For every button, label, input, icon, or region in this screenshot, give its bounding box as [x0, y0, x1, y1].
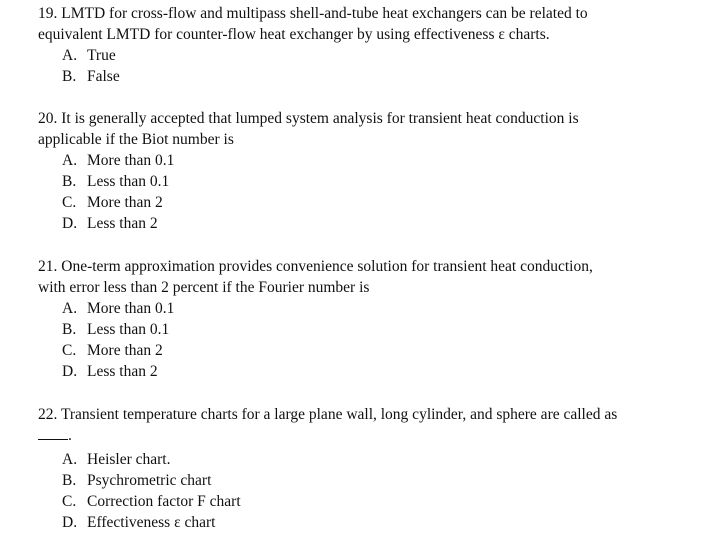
option-b[interactable]: [38, 470, 688, 491]
question-text-line-1: 21. One-term approximation provides convenience solution for transient heat conduction,: [38, 258, 593, 275]
question-text-line-1: 19. LMTD for cross-flow and multipass shell-and-tube heat exchangers can be related to: [38, 5, 588, 22]
option-label: Correction factor F chart: [87, 493, 241, 510]
option-a[interactable]: [38, 449, 688, 470]
option-letter: D.: [62, 363, 78, 380]
option-letter: C.: [62, 493, 77, 510]
option-a[interactable]: [38, 298, 688, 319]
option-label: Less than 2: [87, 363, 158, 380]
option-list: [38, 298, 688, 382]
option-label: Less than 2: [87, 215, 158, 232]
option-c[interactable]: [38, 340, 688, 361]
option-label: False: [87, 68, 120, 85]
option-list: [38, 45, 688, 87]
option-label: More than 0.1: [87, 152, 175, 169]
option-letter: A.: [62, 47, 78, 64]
option-letter: C.: [62, 342, 77, 359]
option-d[interactable]: [38, 361, 688, 382]
option-label: Effectiveness ε chart: [87, 514, 216, 531]
option-letter: B.: [62, 68, 77, 85]
option-d[interactable]: [38, 512, 688, 533]
option-label: More than 0.1: [87, 300, 175, 317]
option-letter: B.: [62, 472, 77, 489]
option-letter: D.: [62, 514, 78, 531]
option-label: Less than 0.1: [87, 321, 170, 338]
question-text-line-1: 22. Transient temperature charts for a large plane wall, long cylinder, and sphere are called as: [38, 406, 618, 423]
question-stem: [38, 404, 688, 425]
answer-blank-row: [38, 425, 688, 449]
question-text-line-1: 20. It is generally accepted that lumped system analysis for transient heat conduction is: [38, 110, 579, 127]
option-list: [38, 150, 688, 234]
option-b[interactable]: [38, 66, 688, 87]
blank-period: .: [68, 427, 72, 444]
option-label: More than 2: [87, 342, 163, 359]
question-stem: [38, 3, 688, 45]
option-letter: A.: [62, 152, 78, 169]
question-stem: [38, 256, 688, 298]
question-20: [38, 108, 688, 234]
option-label: More than 2: [87, 194, 163, 211]
option-list: [38, 449, 688, 533]
option-label: Psychrometric chart: [87, 472, 212, 489]
question-19: [38, 3, 688, 87]
option-letter: A.: [62, 451, 78, 468]
question-22: [38, 404, 688, 533]
answer-blank: [38, 425, 68, 440]
option-letter: B.: [62, 321, 77, 338]
option-c[interactable]: [38, 192, 688, 213]
option-label: Heisler chart.: [87, 451, 171, 468]
option-letter: D.: [62, 215, 78, 232]
question-21: [38, 256, 688, 382]
option-a[interactable]: [38, 150, 688, 171]
question-text-line-2: with error less than 2 percent if the Fourier number is: [38, 279, 370, 296]
question-text-line-2: equivalent LMTD for counter-flow heat exchanger by using effectiveness ε charts.: [38, 26, 550, 43]
option-b[interactable]: [38, 319, 688, 340]
option-label: Less than 0.1: [87, 173, 170, 190]
option-label: True: [87, 47, 116, 64]
option-letter: A.: [62, 300, 78, 317]
option-a[interactable]: [38, 45, 688, 66]
question-stem: [38, 108, 688, 150]
option-b[interactable]: [38, 171, 688, 192]
option-letter: C.: [62, 194, 77, 211]
option-d[interactable]: [38, 213, 688, 234]
option-letter: B.: [62, 173, 77, 190]
option-c[interactable]: [38, 491, 688, 512]
question-text-line-2: applicable if the Biot number is: [38, 131, 234, 148]
